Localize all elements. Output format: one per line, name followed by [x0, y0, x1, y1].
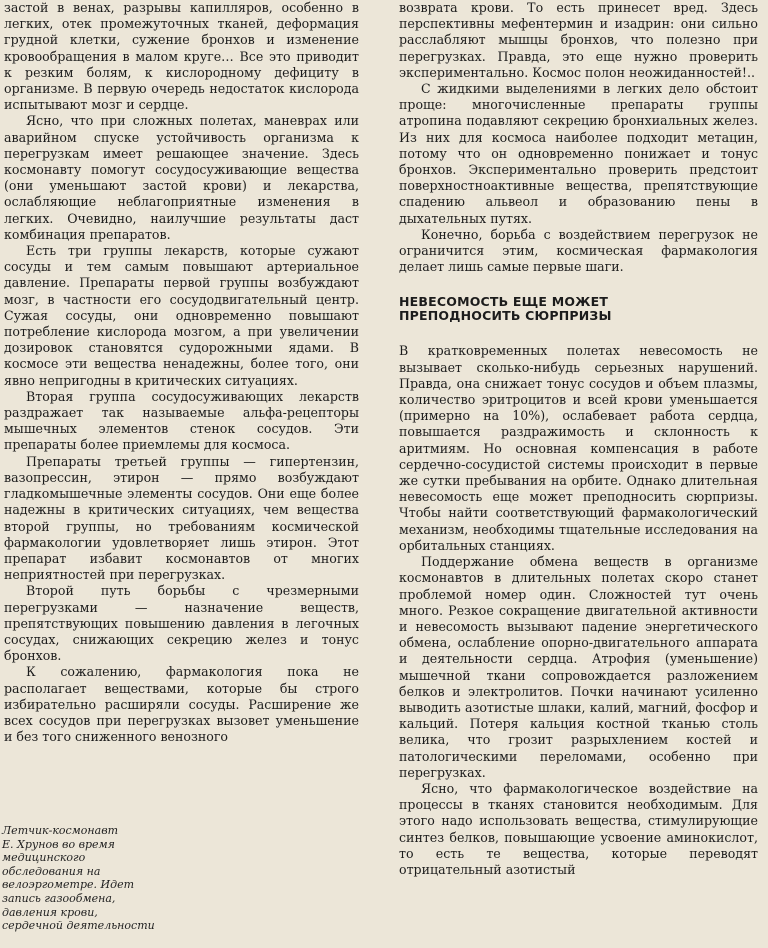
caption-line: Е. Хрунов во время [2, 837, 115, 851]
paragraph: Препараты третьей группы — гипертензин, вазопрессин, этирон — прямо возбуждают гладкомышечные элементы сосудов. Они еще более надежны в критических ситуациях, чем вещества второй группы, но требованиям космической фармакологии удовлетворяет лишь этирон. Этот препарат избавит космонавтов от многих неприятностей при перегрузках. [4, 453, 359, 583]
paragraph: К сожалению, фармакология пока не располагает веществами, которые бы строго избирательно расширяли сосуды. Расширение же всех сосудов при перегрузках вызовет уменьшение и без того сниженного венозного [4, 664, 359, 745]
paragraph: В кратковременных полетах невесомость не вызывает сколько-нибудь серьезных нарушений. Правда, она снижает тонус сосудов и объем плазмы, количество эритроцитов и всей крови уменьшается (примерно на 10%), ослабевает работа сердца, повышается раздражимость и склонность к аритмиям. Но основная компенсация в работе сердечно-сосудистой системы происходит в первые же сутки пребывания на орбите. Однако длительная невесомость еще может преподносить сюрпризы. Чтобы найти соответствующий фармакологический механизм, необходимы тщательные исследования на орбитальных станциях. [399, 343, 758, 553]
paragraph: Есть три группы лекарств, которые сужают сосуды и тем самым повышают артериальное давление. Препараты первой группы возбуждают мозг, в частности его сосудодвигательный центр. Сужая сосуды, они одновременно повышают потребление кислорода мозгом, а при увеличении дозировок становятся судорожными ядами. В космосе эти вещества ненадежны, более того, они явно непригодны в критических ситуациях. [4, 243, 359, 388]
paragraph: Вторая группа сосудосуживающих лекарств раздражает так называемые альфа-рецепторы мышечных элементов стенок сосудов. Эти препараты более приемлемы для космоса. [4, 388, 359, 453]
right-column [399, 0, 758, 878]
caption-line: запись газообмена, [2, 891, 116, 905]
caption-line: медицинского [2, 851, 86, 865]
left-column [4, 0, 359, 745]
caption-line: Летчик-космонавт [2, 824, 119, 837]
paragraph: застой в венах, разрывы капилляров, особенно в легких, отек промежуточных тканей, деформация грудной клетки, сужение бронхов и изменение кровообращения в малом круге… Все это приводит к резким болям, к кислородному дефициту в организме. В первую очередь недостаток кислорода испытывают мозг и сердце. [4, 0, 359, 113]
caption-line: давления крови, [2, 905, 98, 919]
paragraph: С жидкими выделениями в легких дело обстоит проще: многочисленные препараты группы атропина подавляют секрецию бронхиальных желез. Из них для космоса наиболее подходит метацин, потому что он одновременно понижает и тонус бронхов. Экспериментально проверить предстоит поверхностноактивные вещества, препятствующие спадению альвеол и образованию пены в дыхательных путях. [399, 81, 758, 226]
section-heading-line: НЕВЕСОМОСТЬ ЕЩЕ МОЖЕТ [399, 294, 609, 310]
paragraph: Ясно, что при сложных полетах, маневрах или аварийном спуске устойчивость организма к перегрузкам имеет решающее значение. Здесь космонавту помогут сосудосуживающие вещества (они уменьшают застой крови) и лекарства, ослабляющие неблагоприятные изменения в легких. Очевидно, наилучшие результаты даст комбинация препаратов. [4, 113, 359, 242]
paragraph: Конечно, борьба с воздействием перегрузок не ограничится этим, космическая фармакология делает лишь самые первые шаги. [399, 226, 758, 275]
caption-line: сердечной деятельности [2, 919, 155, 933]
paragraph: возврата крови. То есть принесет вред. Здесь перспективны мефентермин и изадрин: они сильно расслабляют мышцы бронхов, что полезно при перегрузках. Правда, это еще нужно проверить экспериментально. Космос полон неожиданностей!.. [399, 0, 758, 80]
paragraph: Второй путь борьбы с чрезмерными перегрузками — назначение веществ, препятствующих повышению давления в легочных сосудах, снижающих секрецию желез и тонус бронхов. [4, 583, 359, 664]
paragraph: Поддержание обмена веществ в организме космонавтов в длительных полетах скоро станет проблемой номер один. Сложностей тут очень много. Резкое сокращение двигательной активности и невесомость вызывают падение энергетического обмена, ослабление опорно-двигательного аппарата и деятельности сердца. Атрофия (уменьшение) мышечной ткани сопровождается разложением белков и электролитов. Почки начинают усиленно выводить азотистые шлаки, калий, магний, фосфор и кальций. Потеря кальция костной тканью столь велика, что грозит разрыхлением костей и патологическими переломами, особенно при перегрузках. [399, 554, 758, 780]
caption-line: велоэргометре. Идет [2, 878, 135, 892]
section-heading-line: ПРЕПОДНОСИТЬ СЮРПРИЗЫ [399, 308, 612, 324]
paragraph: Ясно, что фармакологическое воздействие на процессы в тканях становится необходимым. Для этого надо использовать вещества, стимулирующие синтез белков, повышающие усвоение аминокислот, то есть те вещества, которые переводят отрицательный азотистый [399, 780, 758, 877]
section-heading [399, 295, 758, 323]
photo-caption [2, 824, 172, 933]
caption-line: обследования на [2, 864, 101, 878]
